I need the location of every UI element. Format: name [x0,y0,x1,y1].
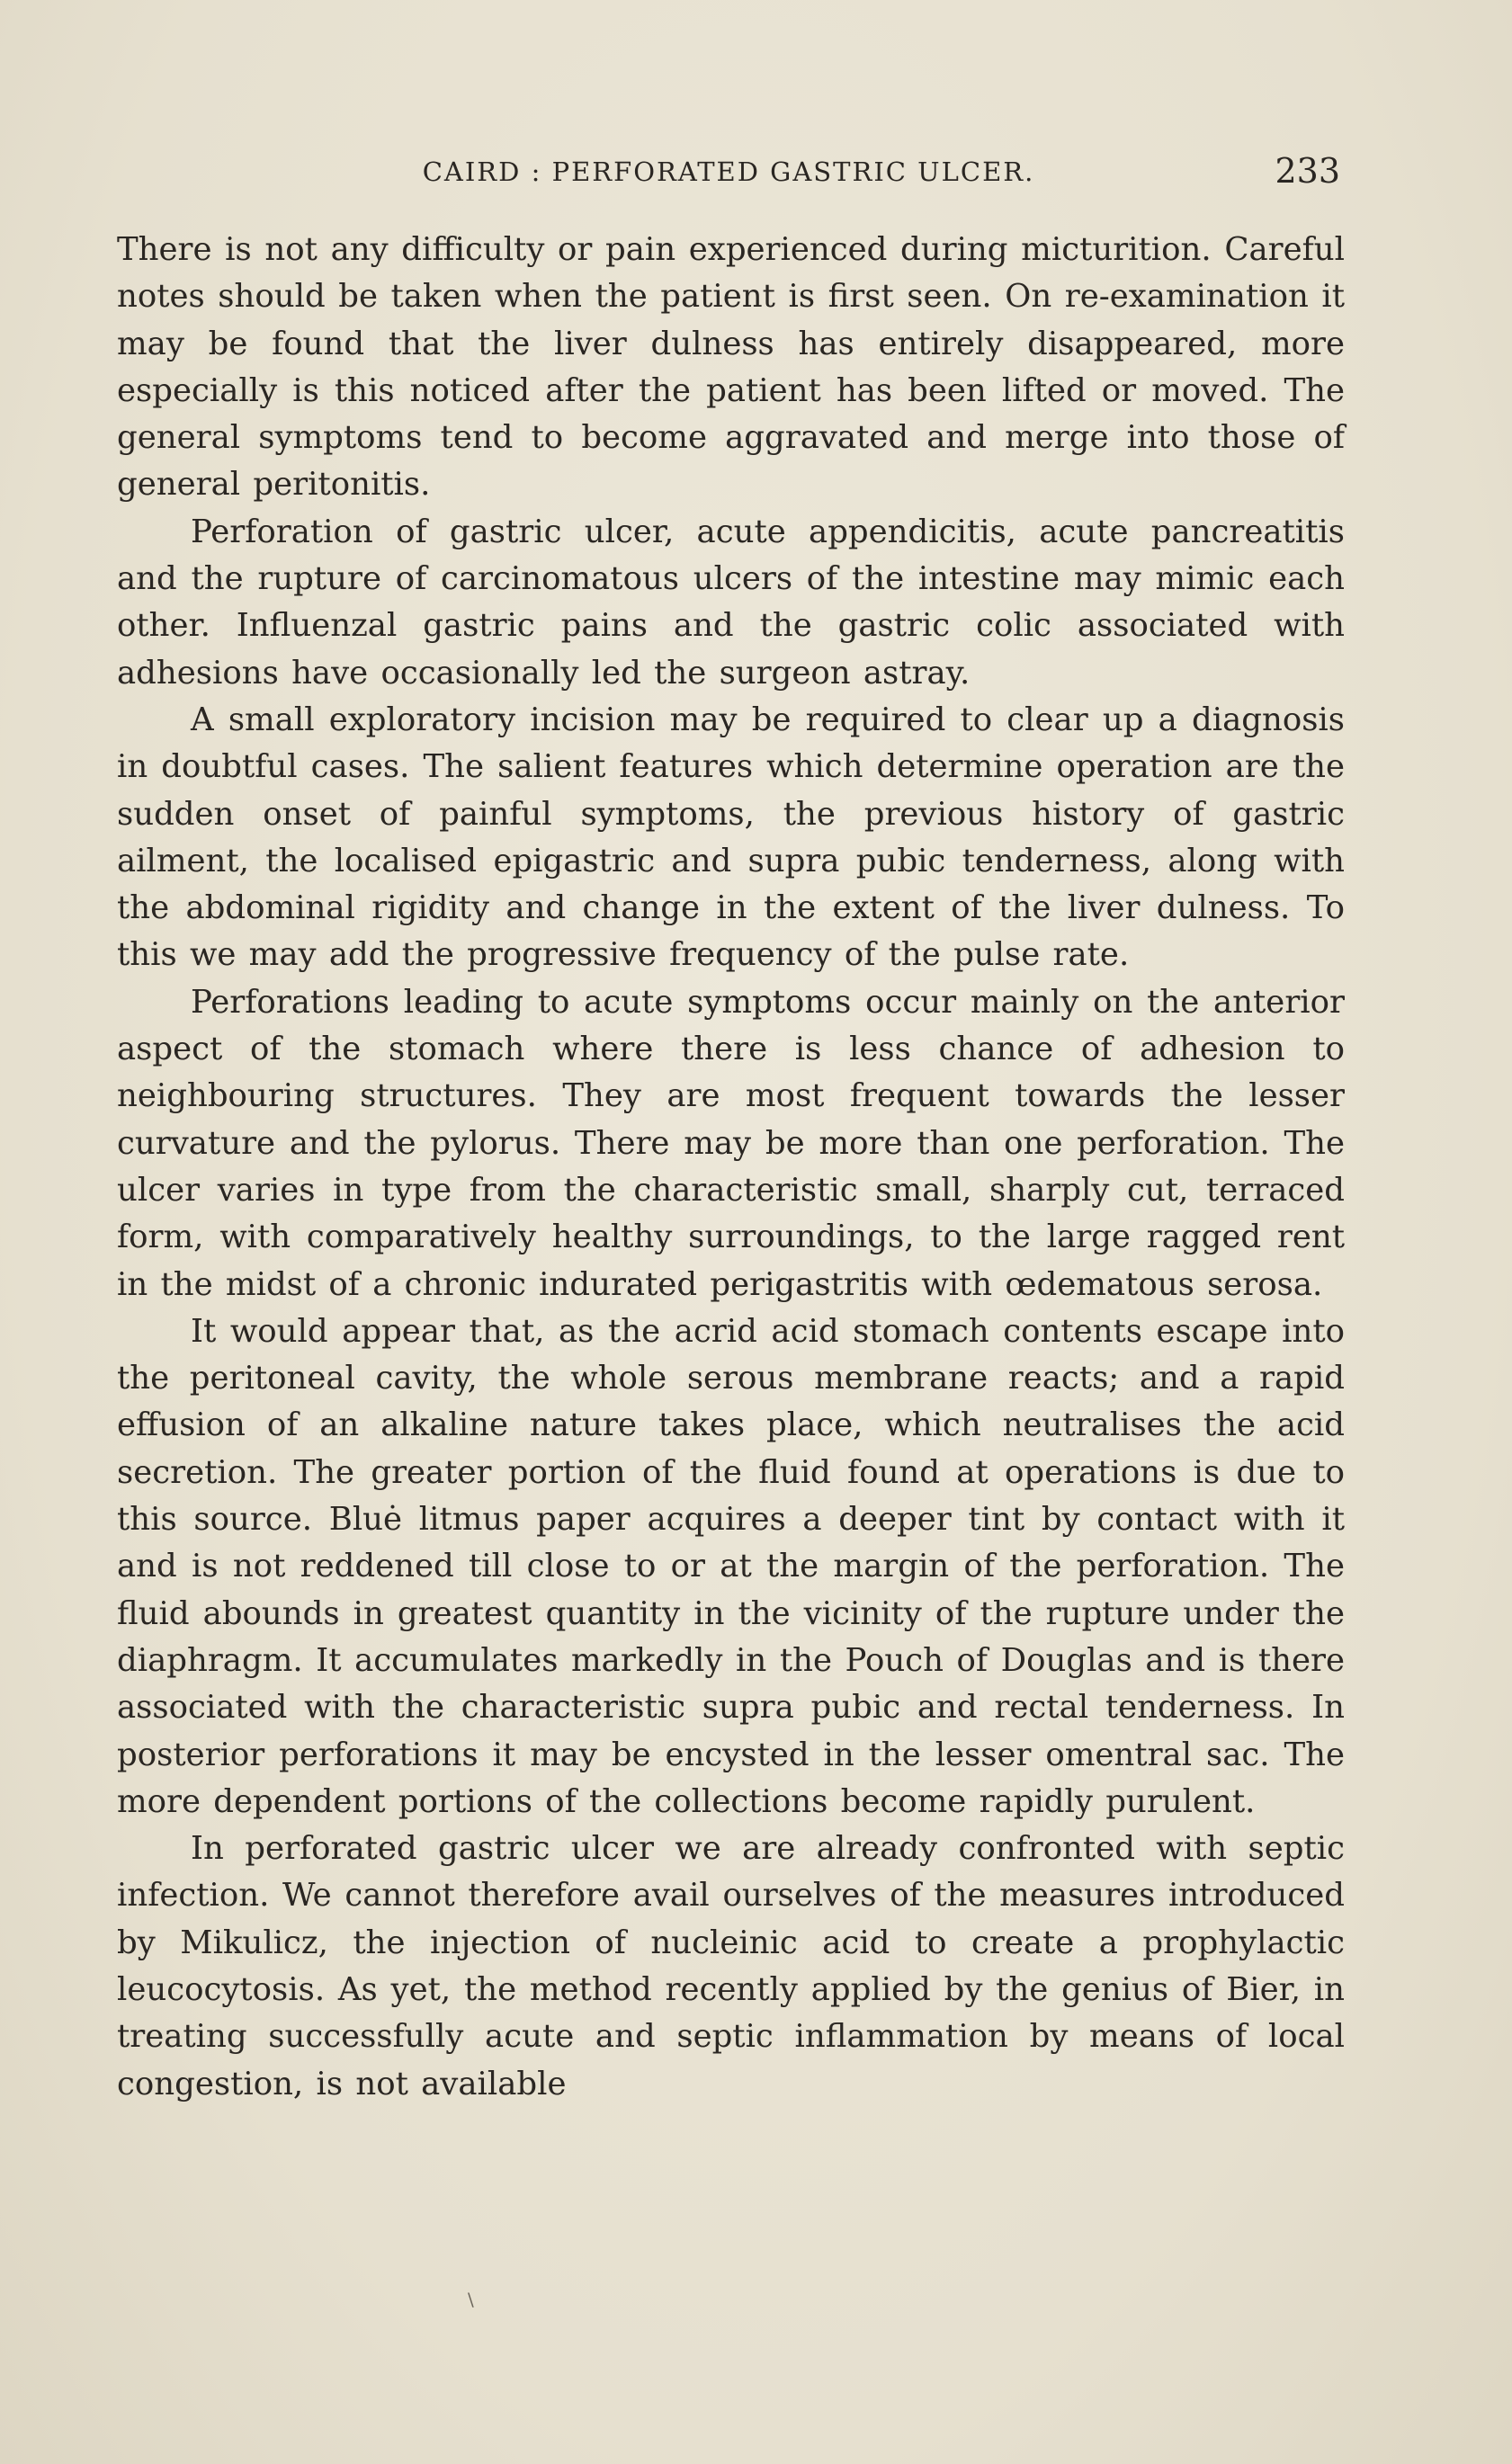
running-head [117,151,1340,196]
paragraph-1: There is not any difficulty or pain experienced during micturition. Careful notes should be taken when the patient is first seen. On re-examination it may be found that the liver dulness has entirely disappeared, more especially is this noticed after the patient has been lifted or moved. The general symptoms tend to become aggravated and merge into those of general peritonitis. [117,231,1345,504]
paragraph-5: It would appear that, as the acrid acid stomach contents escape into the peritoneal cavity, the whole serous membrane reacts; and a rapid effusion of an alkaline nature takes place, which neutralises the acid secretion. The greater portion of the fluid found at operations is due to this source. Bluė litmus paper acquires a deeper tint by contact with it and is not reddened till close to or at the margin of the perforation. The fluid abounds in greatest quantity in the vicinity of the rupture under the diaphragm. It accumulates markedly in the Pouch of Douglas and is there associated with the characteristic supra pubic and rectal tenderness. In posterior perforations it may be encysted in the lesser omentral sac. The more dependent portions of the collections become rapidly purulent. [117,1312,1345,1820]
page-number: 233 [1275,151,1340,191]
paragraph-2: Perforation of gastric ulcer, acute appendicitis, acute pancreatitis and the rupture of carcinomatous ulcers of the intestine may mimic each other. Influenzal gastric pains and the gastric colic associated with adhesions have occasionally led the surgeon astray. [117,513,1345,692]
paragraph-6: In perforated gastric ulcer we are already confronted with septic infection. We cannot therefore avail ourselves of the measures introduced by Mikulicz, the injection of nucleinic acid to create a prophylactic leucocytosis. As yet, the method recently applied by the genius of Bier, in treating successfully acute and septic inflammation by means of local congestion, is not available [117,1830,1345,2102]
running-title: CAIRD : PERFORATED GASTRIC ULCER. [422,156,1035,187]
paragraph-4: Perforations leading to acute symptoms occur mainly on the anterior aspect of the stomach where there is less chance of adhesion to neighbouring structures. They are most frequent towards the lesser curvature and the pylorus. There may be more than one perforation. The ulcer varies in type from the characteristic small, sharply cut, terraced form, with comparatively healthy surroundings, to the large ragged rent in the midst of a chronic indurated perigastritis with œdematous serosa. [117,983,1345,1303]
page-speck: \ [468,2289,474,2310]
body-text [117,227,1345,2108]
paragraph-3: A small exploratory incision may be required to clear up a diagnosis in doubtful cases. The salient features which determine operation are the sudden onset of painful symptoms, the previous history of gastric ailment, the localised epigastric and supra pubic tenderness, along with the abdominal rigidity and change in the extent of the liver dulness. To this we may add the progressive frequency of the pulse rate. [117,701,1345,974]
